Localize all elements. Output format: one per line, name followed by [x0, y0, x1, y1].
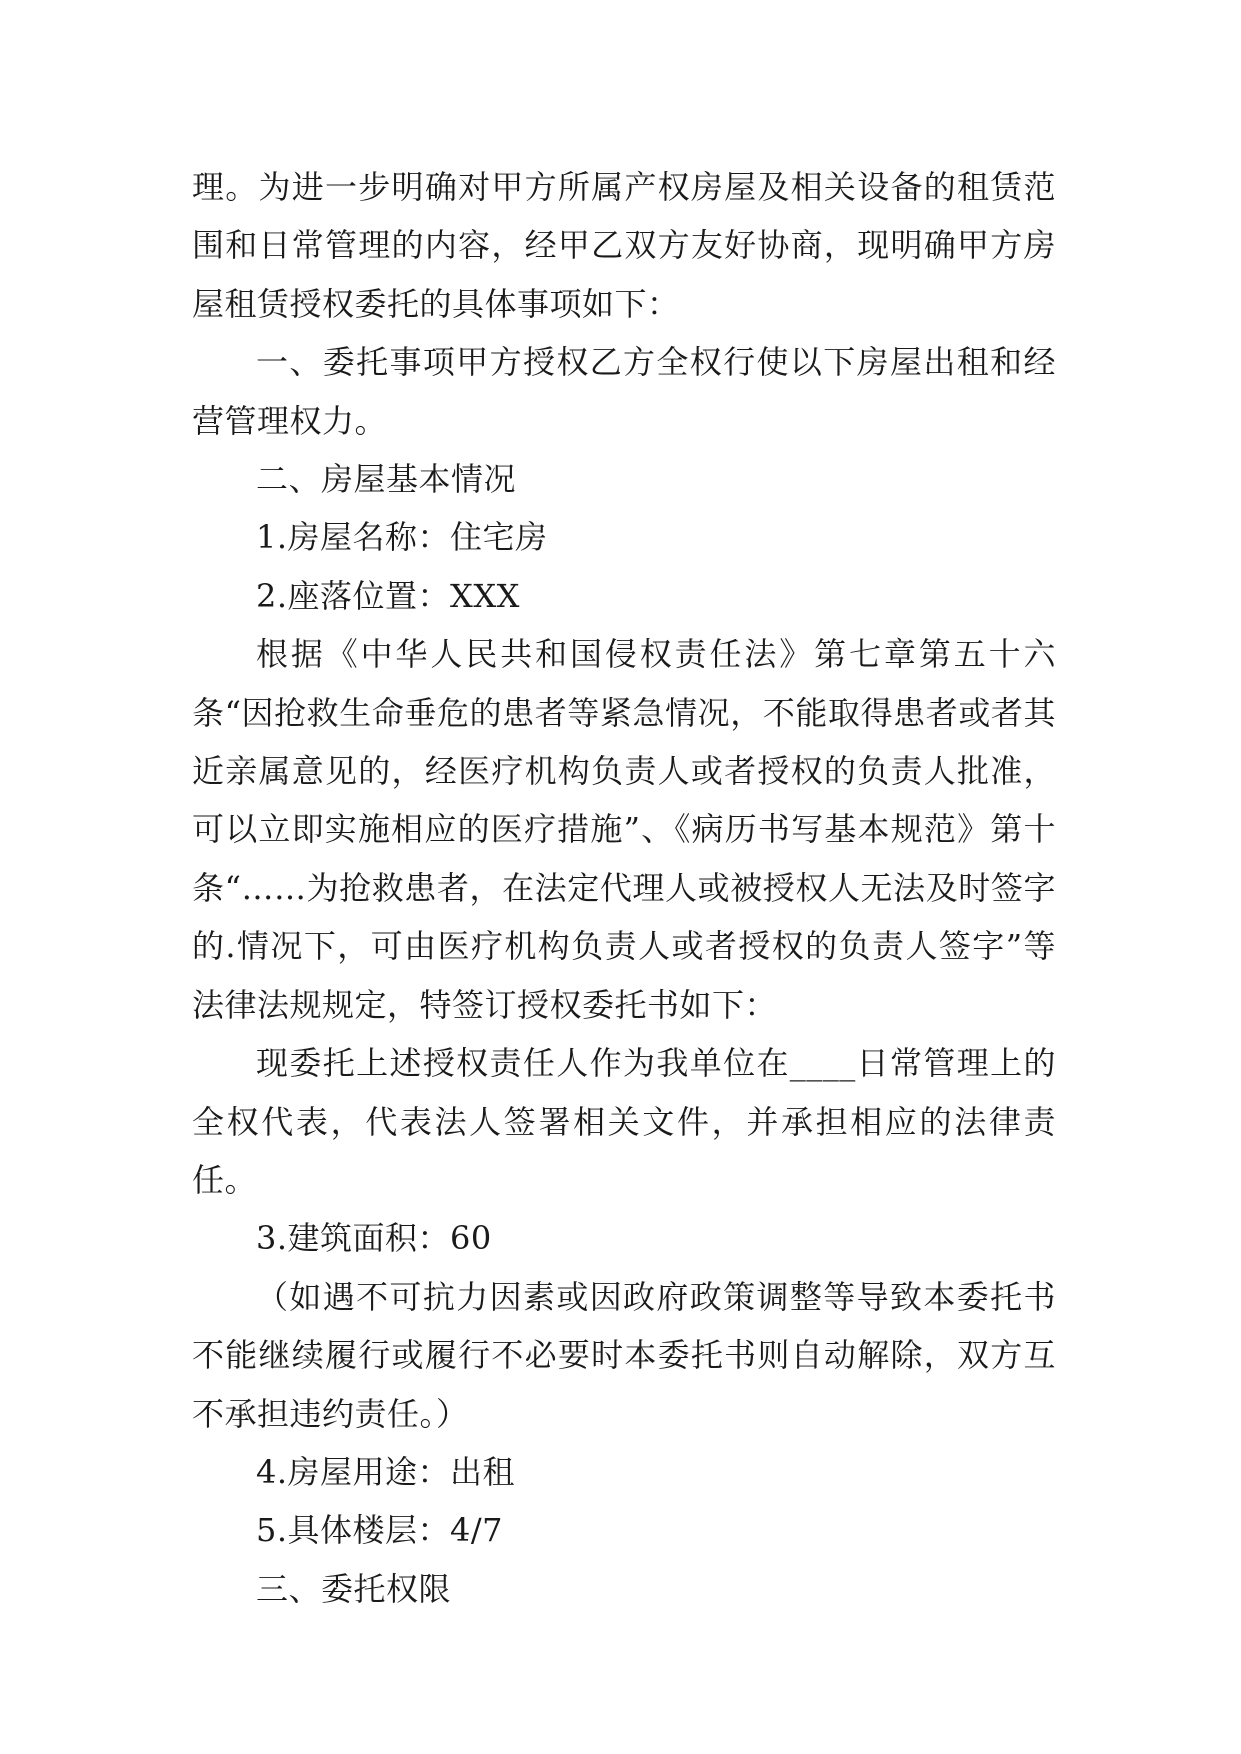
paragraph-floor: 5.具体楼层：4/7 [256, 1511, 504, 1550]
paragraph-continuation: 理。为进一步明确对甲方所属产权房屋及相关设备的租赁范围和日常管理的内容，经甲乙双方友好协商，现明确甲方房屋租赁授权委托的具体事项如下： [192, 168, 1056, 323]
paragraph-force-majeure: （如遇不可抗力因素或因政府政策调整等导致本委托书不能继续履行或履行不必要时本委托书则自动解除，双方互不承担违约责任。） [192, 1277, 1056, 1433]
paragraph-legal-basis: 根据《中华人民共和国侵权责任法》第七章第五十六条“因抢救生命垂危的患者等紧急情况，不能取得患者或者其近亲属意见的，经医疗机构负责人或者授权的负责人批准，可以立即实施相应的医疗措施”、《病历书写基本规范》第十条“……为抢救患者，在法定代理人或被授权人无法及时签字的.情况下，可由医疗机构负责人或者授权的负责人签字”等法律法规规定，特签订授权委托书如下： [192, 635, 1056, 1024]
document-body [192, 158, 1056, 1618]
paragraph-house-location: 2.座落位置：XXX [256, 576, 520, 615]
paragraph-house-usage: 4.房屋用途：出租 [256, 1452, 516, 1491]
paragraph-building-area: 3.建筑面积：60 [256, 1219, 492, 1258]
paragraph-section-one: 一、委托事项甲方授权乙方全权行使以下房屋出租和经营管理权力。 [192, 343, 1056, 440]
paragraph-authorization: 现委托上述授权责任人作为我单位在____日常管理上的全权代表，代表法人签署相关文件，并承担相应的法律责任。 [192, 1044, 1056, 1199]
paragraph-section-two-heading: 二、房屋基本情况 [256, 460, 517, 499]
paragraph-section-three-heading: 三、委托权限 [256, 1569, 452, 1608]
paragraph-house-name: 1.房屋名称：住宅房 [256, 518, 548, 557]
